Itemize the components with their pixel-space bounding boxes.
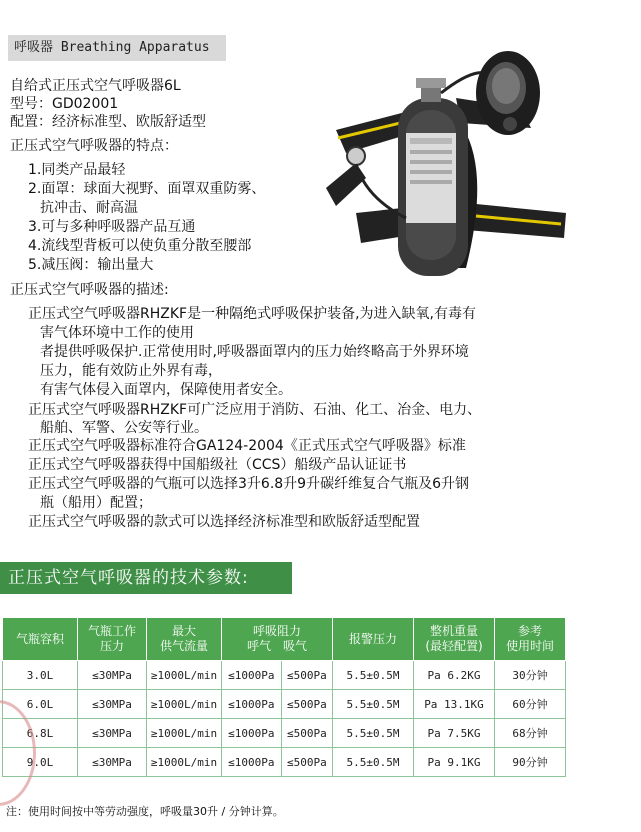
feature-item: 抗冲击、耐高温 <box>40 200 138 216</box>
table-cell: ≤30MPa <box>78 748 147 777</box>
table-cell: ≥1000L/min <box>147 748 222 777</box>
description-line: 者提供呼吸保护.正常使用时,呼吸器面罩内的压力始终略高于外界环境 <box>40 344 469 360</box>
table-cell: ≤500Pa <box>281 690 332 719</box>
table-cell: ≥1000L/min <box>147 719 222 748</box>
table-cell: ≤500Pa <box>281 748 332 777</box>
table-cell: 68分钟 <box>495 719 566 748</box>
table-cell: ≥1000L/min <box>147 690 222 719</box>
column-header: 参考 使用时间 <box>495 618 566 661</box>
description-line: 船舶、军警、公安等行业。 <box>40 420 208 436</box>
table-cell: ≤1000Pa <box>222 719 282 748</box>
table-cell: ≤1000Pa <box>222 661 282 690</box>
feature-item: 2.面罩：球面大视野、面罩双重防雾、 <box>28 181 266 197</box>
column-header: 气瓶工作 压力 <box>78 618 147 661</box>
description-line: 压力，能有效防止外界有毒， <box>40 363 222 379</box>
table-cell: ≥1000L/min <box>147 661 222 690</box>
column-header: 呼吸阻力 呼气 吸气 <box>222 618 333 661</box>
table-cell: 90分钟 <box>495 748 566 777</box>
table-cell: 5.5±0.5M <box>333 719 414 748</box>
description-line: 有害气体侵入面罩内，保障使用者安全。 <box>40 382 292 398</box>
table-cell: Pa 13.1KG <box>414 690 495 719</box>
table-cell: ≤1000Pa <box>222 748 282 777</box>
table-cell: ≤30MPa <box>78 690 147 719</box>
feature-item: 4.流线型背板可以使负重分散至腰部 <box>28 238 252 254</box>
table-row <box>3 690 566 719</box>
features-title: 正压式空气呼吸器的特点： <box>10 138 178 154</box>
section-header: 呼吸器 Breathing Apparatus <box>8 35 226 61</box>
description-line: 正压式空气呼吸器获得中国船级社（CCS）船级产品认证证书 <box>28 457 407 473</box>
table-cell: Pa 7.5KG <box>414 719 495 748</box>
column-header: 报警压力 <box>333 618 414 661</box>
breathing-apparatus-image <box>326 38 576 288</box>
table-header-row <box>3 618 566 661</box>
table-cell: ≤500Pa <box>281 661 332 690</box>
description-line: 瓶（船用）配置； <box>40 495 152 511</box>
table-cell: 30分钟 <box>495 661 566 690</box>
table-row <box>3 661 566 690</box>
spec-table <box>2 617 566 777</box>
feature-item: 1.同类产品最轻 <box>28 162 126 178</box>
description-line: 正压式空气呼吸器的气瓶可以选择3升6.8升9升碳纤维复合气瓶及6升钢 <box>28 476 469 492</box>
table-cell: 6.0L <box>3 690 78 719</box>
table-cell: Pa 9.1KG <box>414 748 495 777</box>
product-name: 自给式正压式空气呼吸器6L <box>10 78 181 94</box>
table-cell: 6.8L <box>3 719 78 748</box>
table-cell: 5.5±0.5M <box>333 661 414 690</box>
product-config: 配置：经济标准型、欧版舒适型 <box>10 114 206 130</box>
column-header: 整机重量 (最轻配置) <box>414 618 495 661</box>
table-cell: Pa 6.2KG <box>414 661 495 690</box>
column-header: 气瓶容积 <box>3 618 78 661</box>
table-cell: ≤500Pa <box>281 719 332 748</box>
table-cell: 60分钟 <box>495 690 566 719</box>
spec-section-title: 正压式空气呼吸器的技术参数: <box>0 562 292 594</box>
table-cell: 5.5±0.5M <box>333 690 414 719</box>
column-header: 最大 供气流量 <box>147 618 222 661</box>
description-line: 正压式空气呼吸器标准符合GA124-2004《正式压式空气呼吸器》标准 <box>28 438 466 454</box>
description-line: 害气体环境中工作的使用 <box>40 325 194 341</box>
table-cell: ≤30MPa <box>78 661 147 690</box>
table-cell: 5.5±0.5M <box>333 748 414 777</box>
description-line: 正压式空气呼吸器RHZKF可广泛应用于消防、石油、化工、冶金、电力、 <box>28 402 482 418</box>
table-row <box>3 719 566 748</box>
table-cell: ≤30MPa <box>78 719 147 748</box>
description-line: 正压式空气呼吸器RHZKF是一种隔绝式呼吸保护装备,为进入缺氧,有毒有 <box>28 306 476 322</box>
product-model: 型号：GD02001 <box>10 96 119 112</box>
feature-item: 3.可与多种呼吸器产品互通 <box>28 219 196 235</box>
description-line: 正压式空气呼吸器的款式可以选择经济标准型和欧版舒适型配置 <box>28 514 420 530</box>
table-cell: 9.0L <box>3 748 78 777</box>
feature-item: 5.减压阀：输出量大 <box>28 257 154 273</box>
description-title: 正压式空气呼吸器的描述: <box>10 282 169 298</box>
table-cell: ≤1000Pa <box>222 690 282 719</box>
footnote: 注：使用时间按中等劳动强度，呼吸量30升 / 分钟计算。 <box>6 805 284 818</box>
table-cell: 3.0L <box>3 661 78 690</box>
table-row <box>3 748 566 777</box>
